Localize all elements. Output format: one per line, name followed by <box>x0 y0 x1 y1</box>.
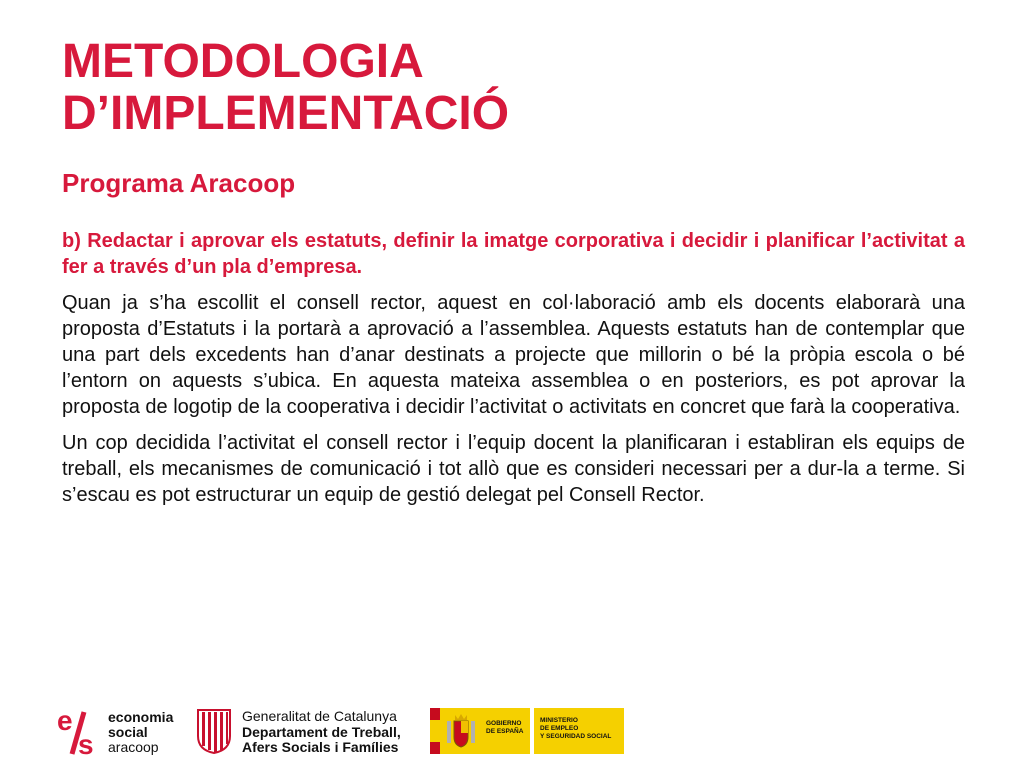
paragraph-1: Quan ja s’ha escollit el consell rector, aquest en col·laboració amb els docents elaborarà una proposta d’Estatuts i la portarà a aprovació a l’assemblea. Aquests estatuts han de contemplar que una part dels excedents han d’anar destinats a projecte que millorin o bé la pròpia escola o bé l’entorn on aquests s’ubica. En aquesta mateixa assemblea o en posteriors, es pot aprovar la proposta de logotip de la cooperativa i decidir l’activitat o activitats en concret que farà la cooperativa. <box>62 292 965 418</box>
ministerio-panel <box>534 708 624 754</box>
svg-text:e: e <box>57 706 73 736</box>
generalitat-logo <box>194 706 414 756</box>
title-line-1: METODOLOGIA <box>62 35 424 88</box>
slide-subtitle: Programa Aracoop <box>62 168 296 198</box>
gobierno-text: GOBIERNO DE ESPAÑA <box>486 720 524 735</box>
gen-line-3: Afers Socials i Famílies <box>242 739 399 755</box>
es-line-3: aracoop <box>108 739 159 755</box>
generalitat-shield-icon <box>194 706 234 754</box>
gobierno-espana-logo <box>430 708 624 754</box>
svg-text:s: s <box>78 729 94 758</box>
slide-title <box>62 36 962 140</box>
title-line-2: D’IMPLEMENTACIÓ <box>62 87 510 140</box>
slide-body <box>62 228 965 518</box>
es-line-2: social <box>108 724 148 740</box>
coat-of-arms-icon <box>446 713 476 749</box>
lead-paragraph: b) Redactar i aprovar els estatuts, definir la imatge corporativa i decidir i planificar l’activitat a fer a través d’un pla d’empresa. <box>62 230 965 278</box>
economia-social-text <box>108 710 173 755</box>
gobierno-panel <box>430 708 530 754</box>
ministerio-text: MINISTERIO DE EMPLEO Y SEGURIDAD SOCIAL <box>540 717 612 740</box>
economia-social-mark-icon <box>56 706 104 758</box>
spain-flag-icon <box>430 708 440 754</box>
economia-social-logo <box>56 706 176 758</box>
es-line-1: economia <box>108 709 174 725</box>
footer-logos <box>0 700 1024 768</box>
paragraph-2: Un cop decidida l’activitat el consell rector i l’equip docent la planificaran i establiran els equips de treball, els mecanismes de comunicació i tot allò que es consideri necessari per a dur-la a terme. Si s’escau es pot estructurar un equip de gestió delegat pel Consell Rector. <box>62 432 965 506</box>
gen-line-1: Generalitat de Catalunya <box>242 708 397 724</box>
generalitat-text <box>242 709 401 756</box>
gen-line-2: Departament de Treball, <box>242 723 401 740</box>
